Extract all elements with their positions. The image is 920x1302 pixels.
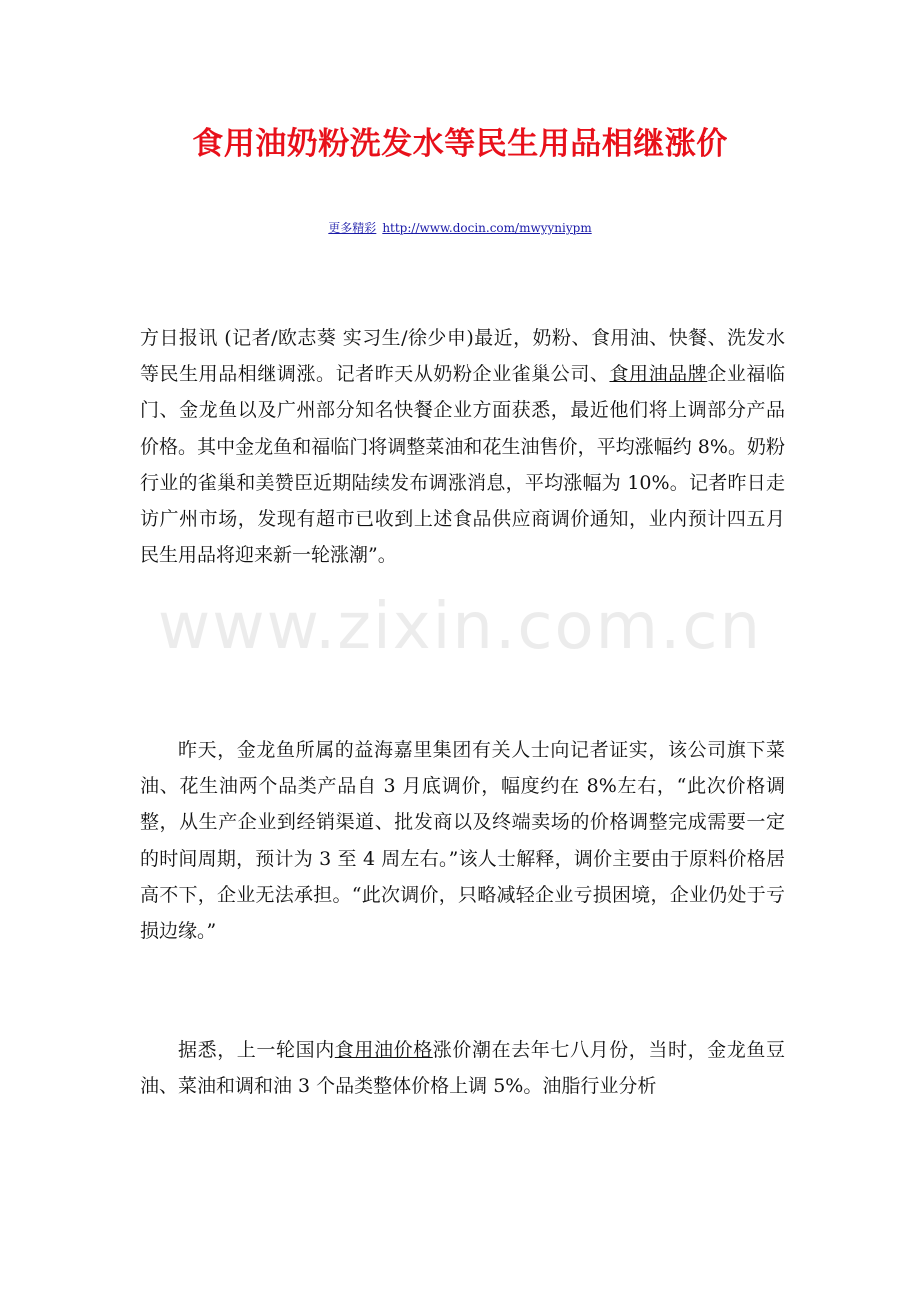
paragraph-1-text-a: 方日报讯 (记者/欧志葵 实习生/徐少申)最近，奶粉、食用油、快餐、洗发水等民生用品相继调涨。记者昨天从奶粉企业雀巢公司、	[140, 327, 785, 386]
paragraph-3	[140, 1032, 785, 1104]
edible-oil-brand-link[interactable]: 食用油品牌	[609, 363, 708, 386]
paragraph-1	[140, 320, 785, 573]
paragraph-3-text-b: 涨价潮在去年七八月份，当时，金龙鱼豆油、菜油和调和油 3 个品类整体价格上调 5%。油脂行业分析	[140, 1039, 785, 1098]
paragraph-2: 昨天，金龙鱼所属的益海嘉里集团有关人士向记者证实，该公司旗下菜油、花生油两个品类产品自 3 月底调价，幅度约在 8%左右，“此次价格调整，从生产企业到经销渠道、批发商以及终端卖场的价格调整完成需要一定的时间周期，预计为 3 至 4 周左右。”该人士解释，调价主要由于原料价格居高不下，企业无法承担。“此次调价，只略减轻企业亏损困境，企业仍处于亏损边缘。”	[140, 739, 785, 943]
paragraph-1-text-b: 企业福临门、金龙鱼以及广州部分知名快餐企业方面获悉，最近他们将上调部分产品价格。其中金龙鱼和福临门将调整菜油和花生油售价，平均涨幅约 8%。奶粉行业的雀巢和美赞臣近期陆续发布调涨消息，平均涨幅为 10%。记者昨日走访广州市场，发现有超市已收到上述食品供应商调价通知，业内预计四五月民生用品将迎来新一轮涨潮”。	[140, 363, 785, 567]
paragraph-3-text-a: 据悉，上一轮国内	[178, 1039, 335, 1061]
source-line	[0, 220, 920, 236]
document-title: 食用油奶粉洗发水等民生用品相继涨价	[192, 126, 728, 162]
source-url-link[interactable]: http://www.docin.com/mwyyniypm	[382, 221, 592, 235]
watermark: www.zixin.com.cn	[157, 590, 763, 664]
edible-oil-price-link[interactable]: 食用油价格	[334, 1039, 433, 1061]
more-link-label[interactable]: 更多精彩	[328, 221, 377, 235]
